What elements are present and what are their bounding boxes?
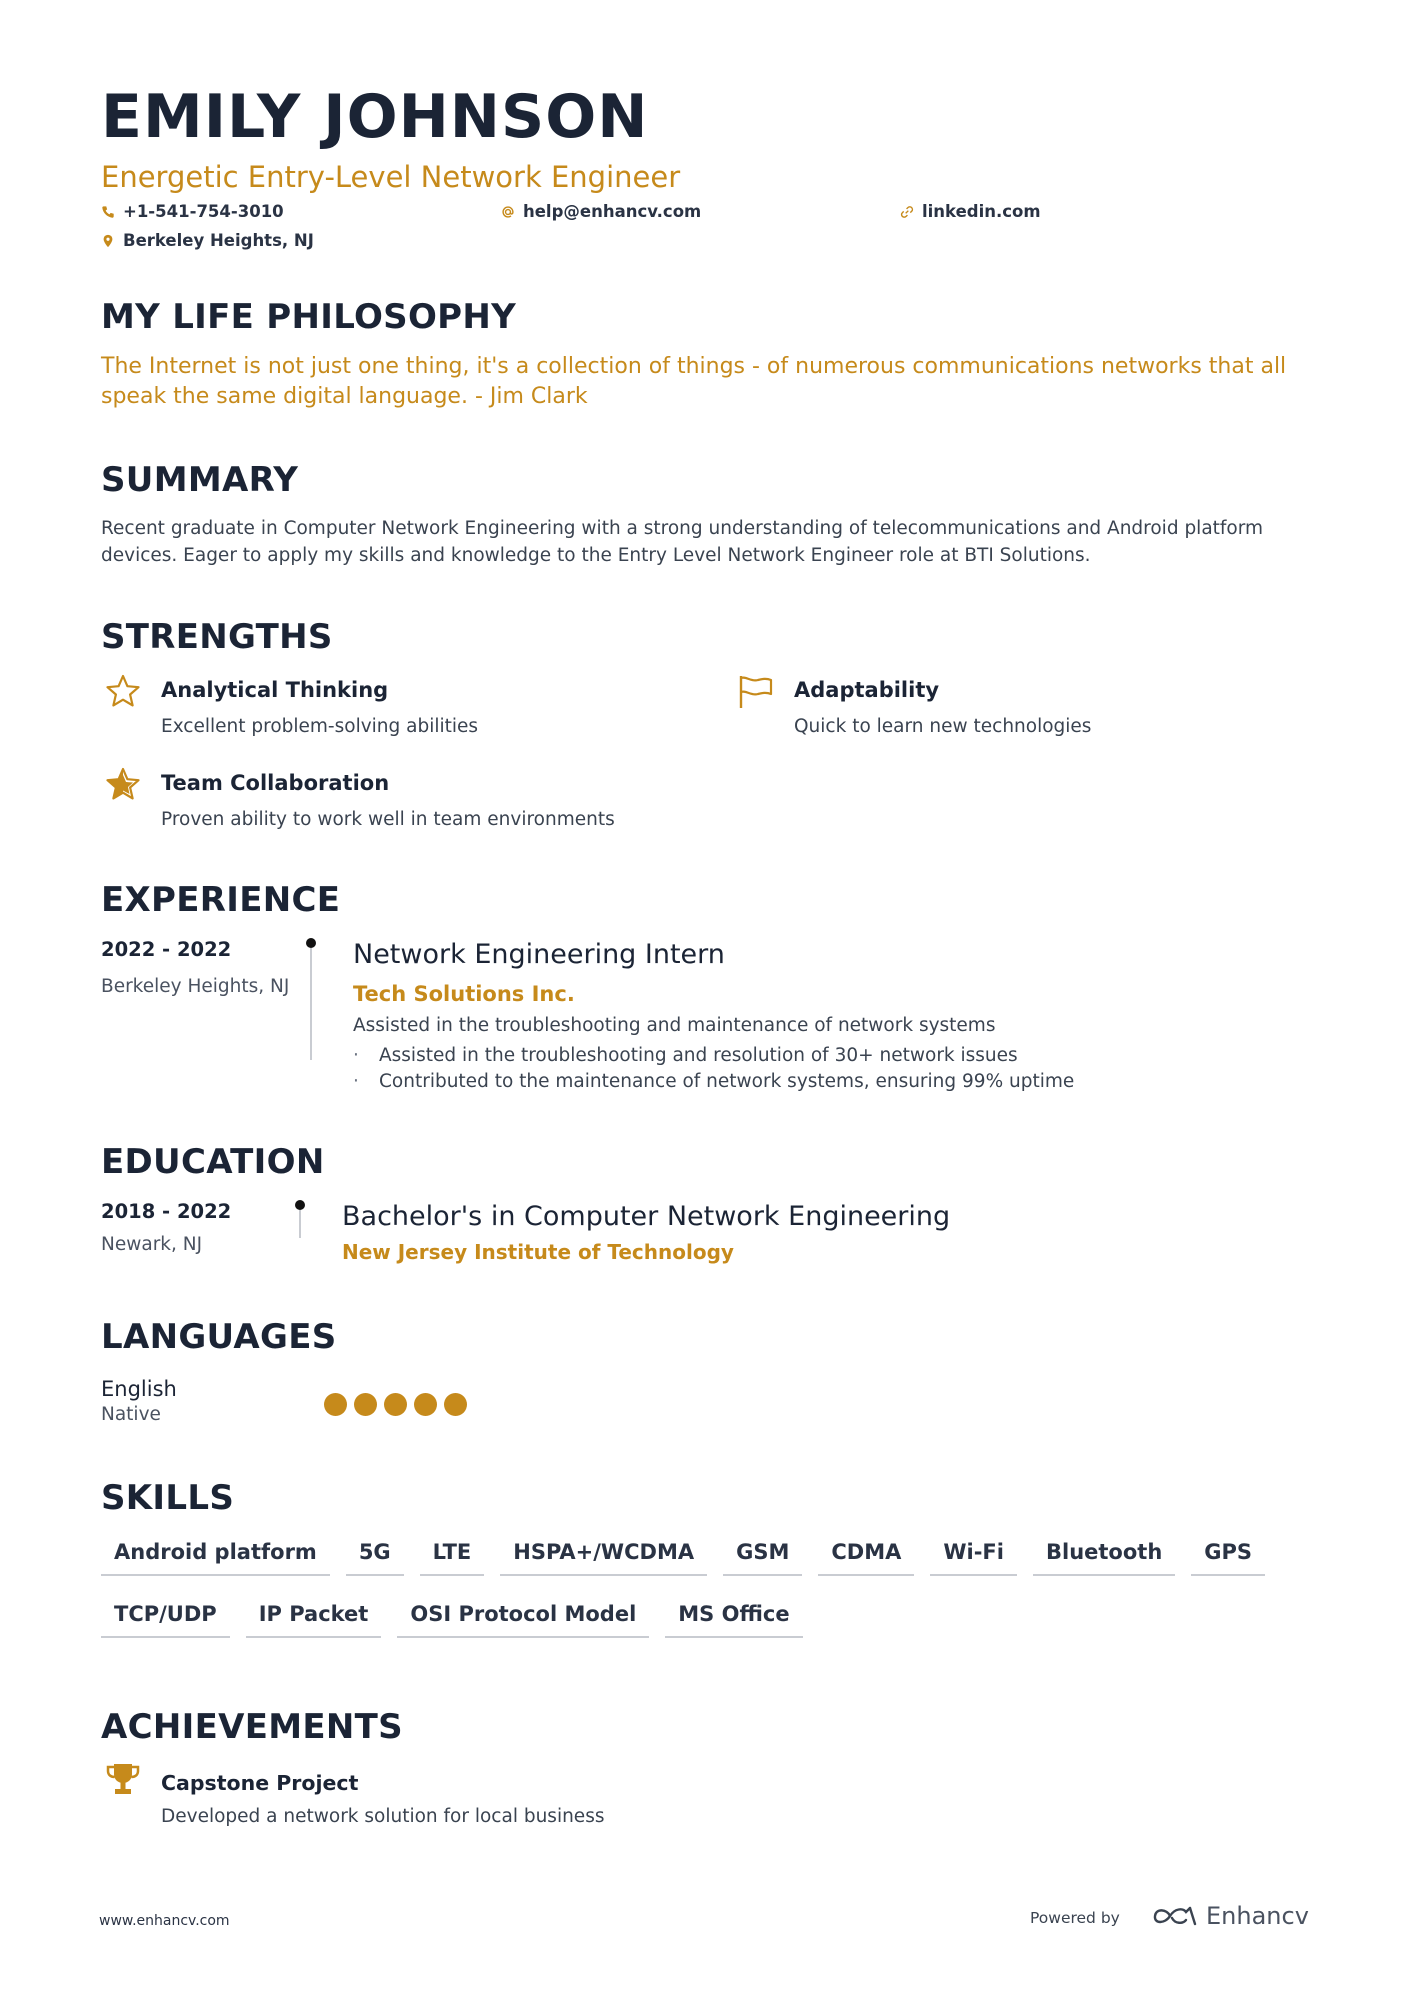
brand-logo[interactable] xyxy=(1150,1902,1309,1930)
achievement-title: Capstone Project xyxy=(161,1771,359,1795)
skills-list xyxy=(101,1540,1341,1638)
achievements-heading: ACHIEVEMENTS xyxy=(101,1707,403,1747)
strength-desc: Quick to learn new technologies xyxy=(794,716,1092,737)
skill-tag: LTE xyxy=(420,1540,485,1576)
trophy-icon xyxy=(103,1760,143,1800)
skills-heading: SKILLS xyxy=(101,1478,235,1518)
education-heading: EDUCATION xyxy=(101,1142,325,1182)
experience-role: Network Engineering Intern xyxy=(353,939,725,970)
education-location: Newark, NJ xyxy=(101,1234,203,1255)
skill-tag: Bluetooth xyxy=(1033,1540,1175,1576)
bullet-text: Assisted in the troubleshooting and resolution of 30+ network issues xyxy=(379,1045,1018,1066)
skill-tag: TCP/UDP xyxy=(101,1602,230,1638)
experience-location: Berkeley Heights, NJ xyxy=(101,976,290,997)
footer-url[interactable]: www.enhancv.com xyxy=(99,1913,230,1929)
contact-linkedin[interactable] xyxy=(900,202,1041,221)
skill-tag: GPS xyxy=(1191,1540,1265,1576)
contact-email[interactable] xyxy=(501,202,701,221)
experience-bullet: · Contributed to the maintenance of network systems, ensuring 99% uptime xyxy=(353,1071,1075,1092)
linkedin-text: linkedin.com xyxy=(922,202,1041,221)
powered-by-label: Powered by xyxy=(1030,1909,1120,1927)
link-icon xyxy=(900,205,914,219)
timeline-line xyxy=(299,1210,301,1238)
skill-tag: Wi-Fi xyxy=(930,1540,1017,1576)
languages-heading: LANGUAGES xyxy=(101,1317,337,1357)
candidate-title: Energetic Entry-Level Network Engineer xyxy=(101,160,681,194)
brand-name: Enhancv xyxy=(1206,1902,1309,1930)
strength-title: Analytical Thinking xyxy=(161,678,389,702)
contact-location xyxy=(101,231,314,250)
skill-tag: GSM xyxy=(723,1540,802,1576)
achievement-item xyxy=(103,1760,143,1804)
strength-item xyxy=(736,672,776,716)
timeline-dot xyxy=(295,1200,305,1210)
language-rating xyxy=(324,1393,467,1416)
language-level: Native xyxy=(101,1404,161,1425)
strength-desc: Proven ability to work well in team environments xyxy=(161,809,615,830)
education-school: New Jersey Institute of Technology xyxy=(342,1240,734,1264)
language-name: English xyxy=(101,1377,177,1401)
phone-text: +1-541-754-3010 xyxy=(123,202,284,221)
strengths-heading: STRENGTHS xyxy=(101,617,333,657)
skill-tag: HSPA+/WCDMA xyxy=(500,1540,707,1576)
education-degree: Bachelor's in Computer Network Engineering xyxy=(342,1201,951,1232)
skill-tag: 5G xyxy=(346,1540,404,1576)
rating-dot xyxy=(414,1393,437,1416)
candidate-name: EMILY JOHNSON xyxy=(101,82,649,152)
location-text: Berkeley Heights, NJ xyxy=(123,231,314,250)
philosophy-heading: MY LIFE PHILOSOPHY xyxy=(101,297,517,337)
skill-tag: CDMA xyxy=(818,1540,914,1576)
enhancv-logo-icon xyxy=(1150,1904,1198,1928)
strength-title: Adaptability xyxy=(794,678,940,702)
rating-dot xyxy=(444,1393,467,1416)
experience-dates: 2022 - 2022 xyxy=(101,938,232,961)
skill-tag: MS Office xyxy=(665,1602,802,1638)
star-half-icon xyxy=(103,765,143,805)
phone-icon xyxy=(101,205,115,219)
star-outline-icon xyxy=(103,672,143,712)
contact-phone[interactable] xyxy=(101,202,284,221)
timeline-dot xyxy=(306,938,316,948)
location-pin-icon xyxy=(101,234,115,248)
experience-company: Tech Solutions Inc. xyxy=(353,982,575,1006)
skill-tag: Android platform xyxy=(101,1540,330,1576)
education-dates: 2018 - 2022 xyxy=(101,1200,232,1223)
flag-icon xyxy=(736,672,776,712)
philosophy-quote: The Internet is not just one thing, it's a collection of things - of numerous communications networks that all speak the same digital language. - Jim Clark xyxy=(101,354,1287,409)
rating-dot xyxy=(324,1393,347,1416)
skill-tag: OSI Protocol Model xyxy=(397,1602,649,1638)
at-icon xyxy=(501,205,515,219)
strength-item xyxy=(103,765,143,809)
summary-text: Recent graduate in Computer Network Engineering with a strong understanding of telecommunications and Android platform devices. Eager to apply my skills and knowledge to the Entry Level Network Engineer role at BTI Solutions. xyxy=(101,518,1264,566)
experience-bullet: · Assisted in the troubleshooting and resolution of 30+ network issues xyxy=(353,1045,1018,1066)
email-text: help@enhancv.com xyxy=(523,202,702,221)
skill-tag: IP Packet xyxy=(246,1602,382,1638)
timeline-line xyxy=(310,948,312,1060)
rating-dot xyxy=(354,1393,377,1416)
experience-heading: EXPERIENCE xyxy=(101,880,341,920)
strength-desc: Excellent problem-solving abilities xyxy=(161,716,479,737)
summary-heading: SUMMARY xyxy=(101,460,299,500)
experience-description: Assisted in the troubleshooting and maintenance of network systems xyxy=(353,1015,996,1036)
strength-title: Team Collaboration xyxy=(161,771,390,795)
strength-item xyxy=(103,672,143,716)
bullet-text: Contributed to the maintenance of network systems, ensuring 99% uptime xyxy=(379,1071,1075,1092)
achievement-desc: Developed a network solution for local business xyxy=(161,1806,605,1827)
rating-dot xyxy=(384,1393,407,1416)
